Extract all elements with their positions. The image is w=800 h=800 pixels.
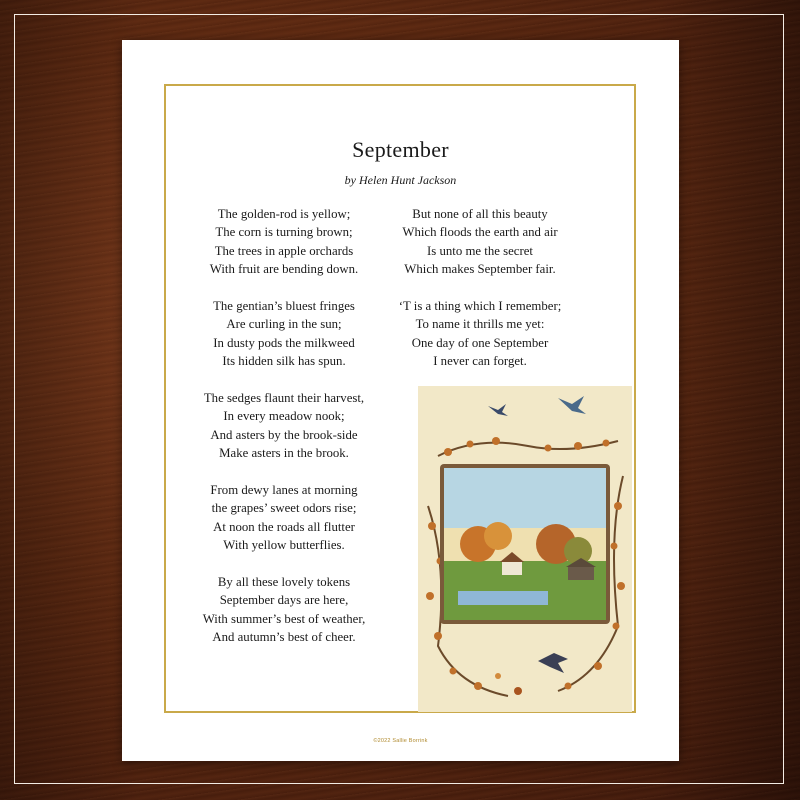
poem-line: ‘T is a thing which I remember; — [398, 299, 562, 314]
copyright-notice: ©2022 Sallie Borrink — [373, 738, 428, 744]
poem-line: To name it thrills me yet: — [415, 317, 545, 332]
stanza — [365, 205, 595, 279]
poem-line: Which makes September fair. — [404, 262, 556, 277]
stanza — [169, 389, 399, 463]
poem-line: Make asters in the brook. — [219, 446, 349, 461]
poem-line: Are curling in the sun; — [226, 317, 342, 332]
stanza — [169, 573, 399, 647]
poem-line: The golden-rod is yellow; — [217, 207, 351, 221]
poem-line: Which floods the earth and air — [402, 225, 558, 240]
landscape-scene — [440, 464, 610, 624]
poem-line: With summer’s best of weather, — [202, 611, 366, 626]
poem-printable-page — [122, 40, 679, 761]
stanza — [365, 297, 595, 371]
poem-line: With yellow butterflies. — [223, 538, 345, 553]
poem-line: the grapes’ sweet odors rise; — [211, 501, 357, 516]
poem-line: Is unto me the secret — [427, 243, 533, 258]
poem-line: The sedges flaunt their harvest, — [203, 391, 365, 406]
poem-line: And asters by the brook-side — [210, 427, 358, 442]
poem-line: From dewy lanes at morning — [210, 483, 358, 498]
poem-line: The trees in apple orchards — [214, 243, 354, 258]
poem-line: By all these lovely tokens — [217, 575, 351, 590]
poem-line: At noon the roads all flutter — [213, 519, 355, 534]
poem-title: September — [352, 137, 449, 162]
vintage-autumn-illustration — [418, 386, 632, 712]
poem-line: And autumn’s best of cheer. — [212, 630, 356, 645]
poem-line: With fruit are bending down. — [209, 262, 359, 277]
poem-line: The gentian’s bluest fringes — [213, 299, 355, 314]
poem-line: In every meadow nook; — [223, 409, 345, 424]
poem-line: In dusty pods the milkweed — [213, 335, 355, 350]
poem-line: I never can forget. — [433, 354, 527, 369]
stanza — [169, 481, 399, 555]
poem-line: Its hidden silk has spun. — [222, 354, 346, 369]
poem-line: But none of all this beauty — [412, 207, 548, 221]
poem-right-column — [365, 205, 595, 389]
poem-line: September days are here, — [219, 593, 349, 608]
poem-author: by Helen Hunt Jackson — [344, 173, 457, 187]
poem-line: The corn is turning brown; — [215, 225, 353, 240]
poem-line: One day of one September — [411, 335, 549, 350]
